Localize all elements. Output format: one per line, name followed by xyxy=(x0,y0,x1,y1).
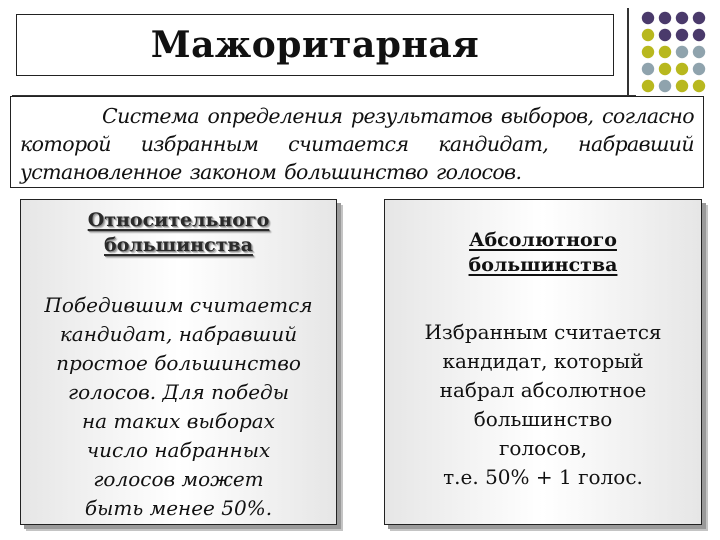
body-line: голосов, xyxy=(498,436,588,460)
definition-box: Система определения результатов выборов, согласно которой избранным считается кандидат, набравший установленное законом большинство голосов. xyxy=(10,96,704,188)
absolute-majority-heading xyxy=(385,228,701,278)
body-line: быть менее 50%. xyxy=(84,496,273,520)
body-line: на таких выборах xyxy=(82,409,275,433)
decorative-dot xyxy=(676,46,688,58)
decorative-dot xyxy=(659,63,671,75)
decorative-dot xyxy=(642,63,654,75)
slide-title: Мажоритарная xyxy=(150,24,480,66)
decorative-dot xyxy=(659,80,671,92)
decorative-dot xyxy=(693,29,705,41)
decorative-dot xyxy=(642,12,654,24)
decorative-dot xyxy=(693,80,705,92)
decorative-dot xyxy=(693,63,705,75)
decorative-dot xyxy=(693,12,705,24)
dot-grid-graphic xyxy=(640,11,716,97)
decorative-dot xyxy=(676,12,688,24)
heading-line: Относительного xyxy=(87,209,270,231)
decorative-dot xyxy=(676,63,688,75)
decorative-dot xyxy=(676,80,688,92)
decorative-dot xyxy=(693,46,705,58)
body-line: число набранных xyxy=(86,438,271,462)
decorative-dot xyxy=(659,46,671,58)
body-line: голосов может xyxy=(93,467,264,491)
body-line: Избранным считается xyxy=(424,320,662,344)
decorative-vertical-line xyxy=(627,8,629,96)
decorative-dot xyxy=(642,29,654,41)
body-line: кандидат, набравший xyxy=(59,322,298,346)
decorative-dot xyxy=(659,29,671,41)
heading-line: большинства xyxy=(468,254,618,276)
decorative-dot xyxy=(676,29,688,41)
decorative-dot xyxy=(642,80,654,92)
absolute-majority-description xyxy=(385,318,701,492)
body-line: т.е. 50% + 1 голос. xyxy=(443,465,643,489)
body-line: кандидат, который xyxy=(442,349,644,373)
decorative-dot xyxy=(642,46,654,58)
absolute-majority-card xyxy=(384,199,702,525)
relative-majority-description xyxy=(21,291,336,523)
body-line: простое большинство xyxy=(56,351,301,375)
decorative-dot xyxy=(659,12,671,24)
body-line: Победившим считается xyxy=(44,293,313,317)
decorative-dot-grid xyxy=(640,11,716,97)
relative-majority-heading xyxy=(21,208,336,258)
title-box xyxy=(16,14,614,76)
heading-line: Абсолютного xyxy=(469,229,617,251)
body-line: голосов. Для победы xyxy=(67,380,290,404)
relative-majority-card xyxy=(20,199,337,525)
body-line: набрал абсолютное xyxy=(439,378,647,402)
body-line: большинство xyxy=(473,407,613,431)
heading-line: большинства xyxy=(104,234,253,256)
